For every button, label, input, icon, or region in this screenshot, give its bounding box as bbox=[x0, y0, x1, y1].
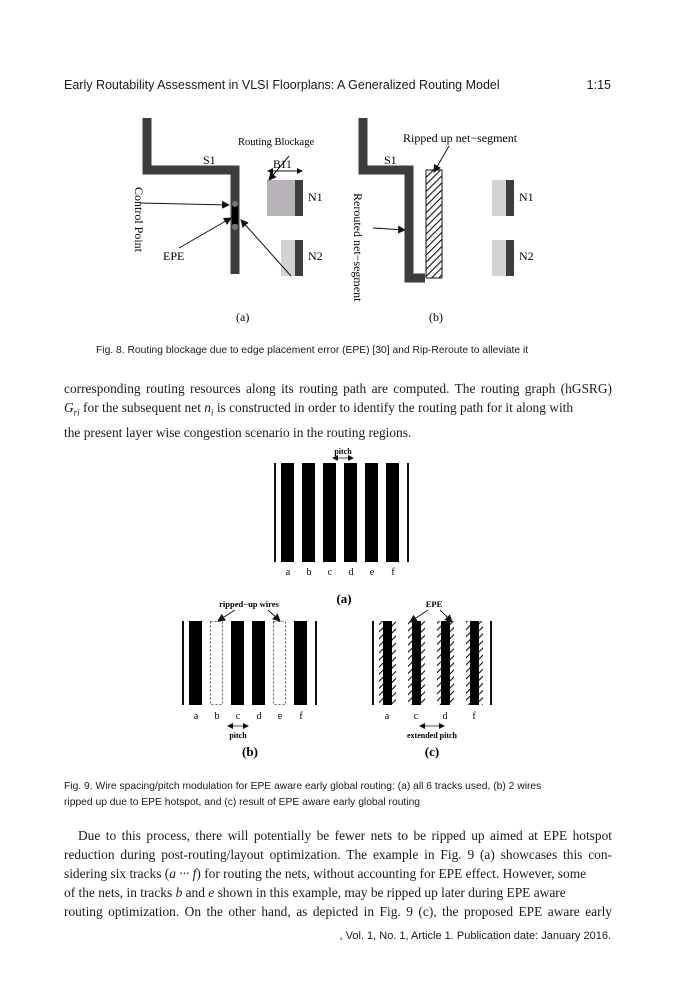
epe-label: EPE bbox=[163, 249, 185, 263]
paragraph-2-line-4-b: shown in this example, may be ripped up later during EPE aware bbox=[214, 885, 566, 900]
figure-9-panel-c bbox=[373, 599, 491, 759]
figure-8-caption: Fig. 8. Routing blockage due to edge placement error (EPE) [30] and Rip-Reroute to alleviate it bbox=[96, 345, 529, 356]
figure-9-caption-line-2: ripped up due to EPE hotspot, and (c) result of EPE aware early global routing bbox=[64, 797, 421, 808]
track-label-b-d: d bbox=[256, 711, 262, 722]
wire-c-track-c bbox=[408, 621, 425, 705]
s1-label: S1 bbox=[203, 153, 216, 167]
wire-track-d bbox=[344, 463, 357, 562]
panel-a-sublabel: (a) bbox=[236, 310, 250, 324]
math-track-b: b bbox=[175, 885, 183, 900]
ripped-up-label: Ripped up net−segment bbox=[403, 131, 518, 145]
page-number: 1:15 bbox=[586, 78, 611, 92]
wire-track-e bbox=[365, 463, 378, 562]
track-label-c-f: f bbox=[472, 711, 476, 722]
ripped-arrow-right bbox=[268, 610, 280, 621]
epe-arrow-left bbox=[410, 610, 428, 622]
extended-pitch-label: extended pitch bbox=[407, 731, 457, 740]
track-label-c-d: d bbox=[442, 711, 448, 722]
footer-publication-info: , Vol. 1, No. 1, Article 1. Publication date: January 2016. bbox=[339, 930, 611, 942]
blockage-n1 bbox=[267, 180, 295, 216]
paragraph-2-line-5: routing optimization. On the other hand, as depicted in Fig. 9 (c), the proposed EPE aware early bbox=[64, 904, 612, 919]
epe-label-9: EPE bbox=[425, 599, 443, 609]
control-point-dot bbox=[232, 224, 238, 230]
ripped-up-segment bbox=[426, 170, 442, 278]
wire-track-f bbox=[386, 463, 399, 562]
rerouted-label: Rerouted net−segment bbox=[351, 193, 365, 302]
paragraph-1-line-2 bbox=[64, 398, 612, 423]
epe-arrow bbox=[179, 218, 231, 248]
s1-label-b: S1 bbox=[384, 153, 397, 167]
symbol-g: G bbox=[64, 400, 74, 415]
pitch-label-a: pitch bbox=[334, 447, 352, 456]
paragraph-2-line-4 bbox=[64, 883, 612, 902]
track-label-b-e: e bbox=[277, 711, 283, 722]
symbol-i: i bbox=[210, 407, 214, 418]
track-label-b-f: f bbox=[299, 711, 303, 722]
panel-c-sublabel-9: (c) bbox=[424, 744, 440, 759]
pin-n1 bbox=[295, 180, 303, 216]
track-label-e: e bbox=[369, 567, 375, 578]
paragraph-2 bbox=[64, 826, 612, 921]
panel-b-sublabel: (b) bbox=[429, 310, 443, 324]
wire-b-track-d bbox=[252, 621, 265, 705]
track-label-f: f bbox=[391, 567, 395, 578]
panel-a-sublabel-9: (a) bbox=[336, 591, 352, 606]
ripped-up-arrow bbox=[434, 146, 449, 172]
track-label-c: c bbox=[327, 567, 333, 578]
pin-n2-b bbox=[506, 240, 514, 276]
track-label-b-b: b bbox=[214, 711, 220, 722]
figure-8 bbox=[125, 110, 565, 332]
figure-9 bbox=[170, 444, 510, 764]
track-label-c-c: c bbox=[413, 711, 419, 722]
track-label-a: a bbox=[285, 567, 291, 578]
symbol-n: n bbox=[204, 400, 211, 415]
paragraph-1-line-1: corresponding routing resources along its routing path are computed. The routing graph (hGSRG) bbox=[64, 381, 612, 396]
paragraph-2-line-1: Due to this process, there will potentially be fewer nets to be ripped up aimed at EPE hotspot bbox=[78, 828, 612, 843]
wire-track-b bbox=[302, 463, 315, 562]
track-label-d: d bbox=[348, 567, 354, 578]
paragraph-2-line-4-mid: and bbox=[182, 885, 209, 900]
wire-b-track-e-ripped bbox=[274, 622, 286, 705]
control-point-label: Control Point bbox=[132, 187, 146, 253]
rerouted-arrow bbox=[373, 228, 405, 230]
n2-label-b: N2 bbox=[519, 249, 534, 263]
wire-c-track-f bbox=[466, 621, 483, 705]
wire-b-track-a bbox=[189, 621, 202, 705]
ripped-arrow-left bbox=[218, 610, 235, 621]
wire-track-c bbox=[323, 463, 336, 562]
track-label-b-a: a bbox=[193, 711, 199, 722]
figure-9-panel-a bbox=[275, 447, 408, 606]
figure-8-panel-b bbox=[351, 118, 534, 324]
wire-b-track-f bbox=[294, 621, 307, 705]
control-point-arrow bbox=[140, 203, 229, 205]
paragraph-1-line-2-a: for the subsequent net bbox=[79, 400, 205, 415]
ripped-up-wires-label: ripped−up wires bbox=[219, 599, 279, 609]
n1-label: N1 bbox=[308, 190, 323, 204]
paragraph-2-line-3-a: sidering six tracks ( bbox=[64, 866, 170, 881]
paragraph-2-line-2: reduction during post-routing/layout optimization. The example in Fig. 9 (a) showcases this con- bbox=[64, 847, 612, 862]
epe-arrow-right bbox=[440, 610, 452, 622]
paragraph-2-line-4-a: of the nets, in tracks bbox=[64, 885, 176, 900]
wire-c-track-d bbox=[437, 621, 454, 705]
figure-9-panel-b bbox=[183, 599, 316, 759]
math-track-e: e bbox=[208, 885, 215, 900]
n1-label-b: N1 bbox=[519, 190, 534, 204]
figure-8-panel-a bbox=[132, 118, 323, 324]
figure-9-caption bbox=[64, 779, 624, 811]
paragraph-1-line-3: the present layer wise congestion scenario in the routing regions. bbox=[64, 424, 412, 440]
wire-c-track-a bbox=[379, 621, 396, 705]
blockage-n2-b bbox=[492, 240, 506, 276]
paragraph-1 bbox=[64, 379, 612, 442]
track-label-b: b bbox=[306, 567, 312, 578]
pitch-label-b: pitch bbox=[229, 731, 247, 740]
running-header-title: Early Routability Assessment in VLSI Floorplans: A Generalized Routing Model bbox=[64, 78, 500, 92]
blockage-n1-b bbox=[492, 180, 506, 216]
paragraph-2-line-3-b: ) for routing the nets, without accounting for EPE effect. However, some bbox=[196, 866, 587, 881]
n2-label: N2 bbox=[308, 249, 323, 263]
b11-label: B11 bbox=[273, 159, 292, 171]
pin-n1-b bbox=[506, 180, 514, 216]
blockage-n2 bbox=[281, 240, 295, 276]
wire-b-track-c bbox=[231, 621, 244, 705]
control-point-dot bbox=[232, 201, 238, 207]
track-label-b-c: c bbox=[235, 711, 241, 722]
paragraph-1-line-2-b: is constructed in order to identify the routing path for it along with bbox=[213, 400, 574, 415]
net-s1-wire bbox=[147, 118, 235, 274]
routing-blockage-label: Routing Blockage bbox=[238, 137, 315, 148]
pin-n2 bbox=[295, 240, 303, 276]
symbol-ri: ri bbox=[73, 407, 80, 418]
wire-b-track-b-ripped bbox=[211, 622, 223, 705]
panel-b-sublabel-9: (b) bbox=[242, 744, 258, 759]
wire-track-a bbox=[281, 463, 294, 562]
track-label-c-a: a bbox=[384, 711, 390, 722]
figure-9-caption-line-1: Fig. 9. Wire spacing/pitch modulation for EPE aware early global routing: (a) all 6 tracks used, (b) 2 wires bbox=[64, 781, 542, 792]
math-tracks: a ··· f bbox=[169, 866, 197, 881]
paragraph-2-line-3 bbox=[64, 864, 612, 883]
